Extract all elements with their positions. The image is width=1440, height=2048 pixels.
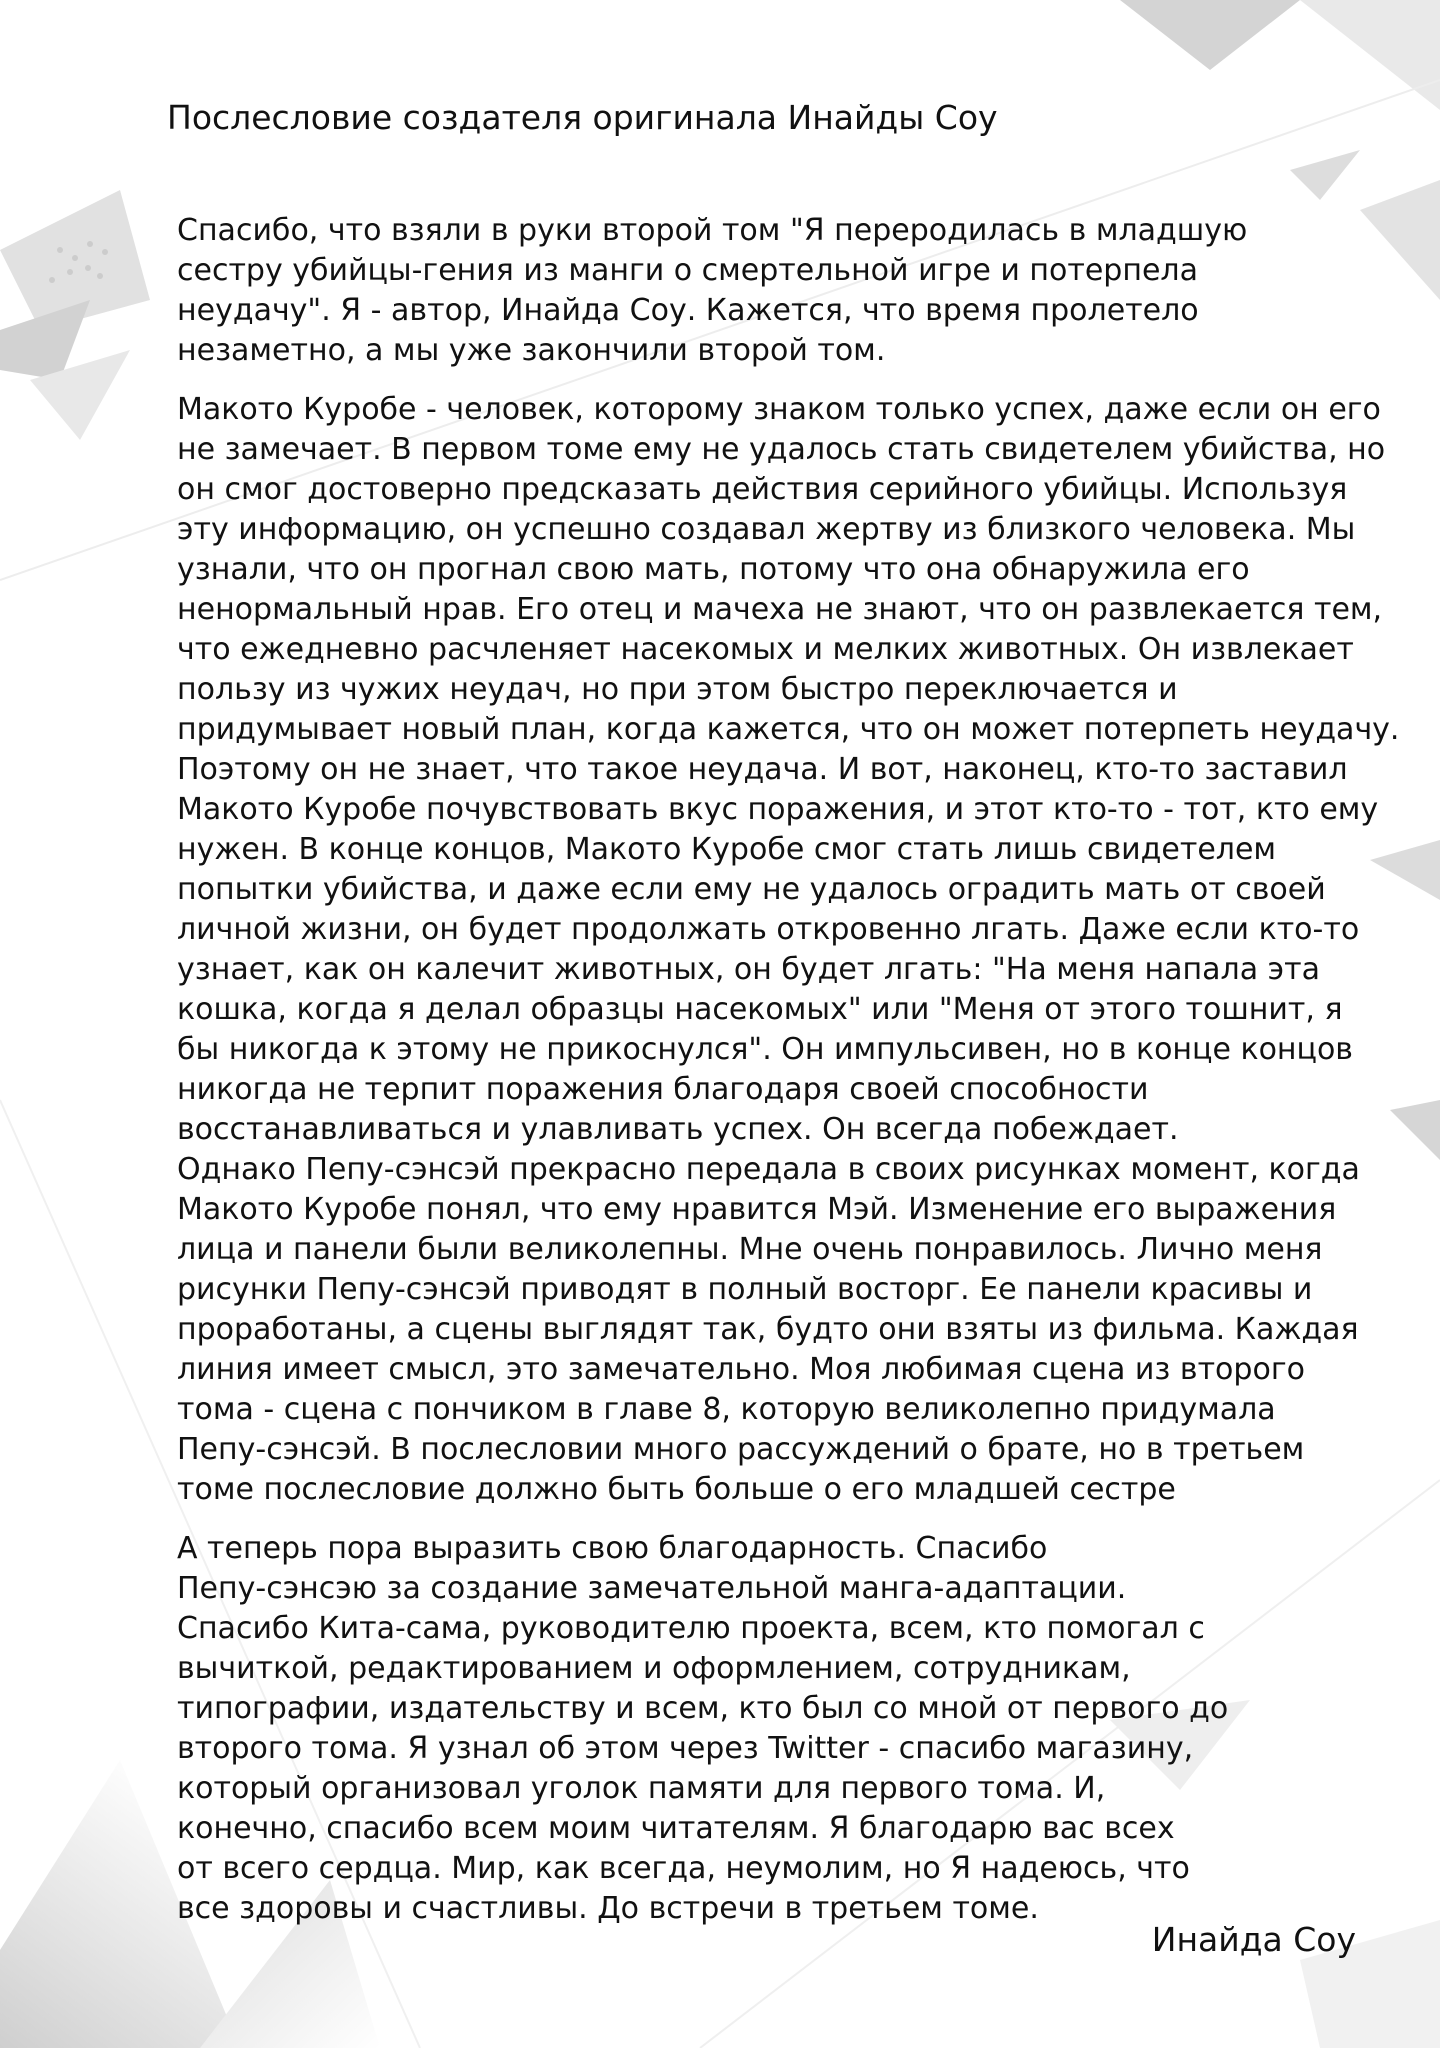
afterword-body — [177, 211, 1400, 1929]
text-line: не замечает. В первом томе ему не удалось стать свидетелем убийства, но — [177, 432, 1386, 467]
text-line: кошка, когда я делал образцы насекомых" или "Меня от этого тошнит, я — [177, 992, 1343, 1027]
text-line: восстанавливаться и улавливать успех. Он всегда побеждает. — [177, 1112, 1179, 1147]
text-line: сестру убийцы-гения из манги о смертельной игре и потерпела — [177, 253, 1198, 288]
text-line: от всего сердца. Мир, как всегда, неумолим, но Я надеюсь, что — [177, 1851, 1190, 1886]
text-line: Макото Куробе понял, что ему нравится Мэй. Изменение его выражения — [177, 1192, 1337, 1227]
text-line: Пепу-сэнсэю за создание замечательной манга-адаптации. — [177, 1571, 1127, 1606]
text-line: Макото Куробе - человек, которому знаком только успех, даже если он его — [177, 392, 1381, 427]
text-line: лица и панели были великолепны. Мне очень понравилось. Лично меня — [177, 1232, 1323, 1267]
text-line: все здоровы и счастливы. До встречи в третьем томе. — [177, 1891, 1039, 1926]
text-line: А теперь пора выразить свою благодарность. Спасибо — [177, 1531, 1048, 1566]
text-line: томе послесловие должно быть больше о его младшей сестре — [177, 1472, 1176, 1507]
text-line: ненормальный нрав. Его отец и мачеха не знают, что он развлекается тем, — [177, 592, 1383, 627]
text-line: Поэтому он не знает, что такое неудача. И вот, наконец, кто-то заставил — [177, 752, 1348, 787]
text-line: проработаны, а сцены выглядят так, будто они взяты из фильма. Каждая — [177, 1312, 1359, 1347]
text-line: что ежедневно расчленяет насекомых и мелких животных. Он извлекает — [177, 632, 1354, 667]
text-line: придумывает новый план, когда кажется, что он может потерпеть неудачу. — [177, 712, 1400, 747]
text-line: личной жизни, он будет продолжать откровенно лгать. Даже если кто-то — [177, 912, 1360, 947]
text-line: Макото Куробе почувствовать вкус поражения, и этот кто-то - тот, кто ему — [177, 792, 1379, 827]
text-line: рисунки Пепу-сэнсэй приводят в полный восторг. Ее панели красивы и — [177, 1272, 1313, 1307]
text-line: он смог достоверно предсказать действия серийного убийцы. Используя — [177, 472, 1348, 507]
text-line: Спасибо, что взяли в руки второй том "Я переродилась в младшую — [177, 213, 1248, 248]
text-line: никогда не терпит поражения благодаря своей способности — [177, 1072, 1149, 1107]
paragraph-intro — [177, 211, 1377, 371]
text-line: нужен. В конце концов, Макото Куробе смог стать лишь свидетелем — [177, 832, 1277, 867]
text-line: узнали, что он прогнал свою мать, потому что она обнаружила его — [177, 552, 1250, 587]
text-line: вычиткой, редактированием и оформлением, сотрудникам, — [177, 1651, 1131, 1686]
text-line: эту информацию, он успешно создавал жертву из близкого человека. Мы — [177, 512, 1356, 547]
paragraph-makoto — [177, 390, 1400, 1150]
paragraph-artist — [177, 1150, 1377, 1510]
text-line: типографии, издательству и всем, кто был со мной от первого до — [177, 1691, 1229, 1726]
text-line: Однако Пепу-сэнсэй прекрасно передала в своих рисунках момент, когда — [177, 1152, 1360, 1187]
text-line: второго тома. Я узнал об этом через Twitter - спасибо магазину, — [177, 1731, 1194, 1766]
text-line: пользу из чужих неудач, но при этом быстро переключается и — [177, 672, 1178, 707]
text-line: тома - сцена с пончиком в главе 8, которую великолепно придумала — [177, 1392, 1276, 1427]
text-line: Спасибо Кита-сама, руководителю проекта, всем, кто помогал с — [177, 1611, 1205, 1646]
paragraph-thanks — [177, 1529, 1377, 1929]
text-line: конечно, спасибо всем моим читателям. Я благодарю вас всех — [177, 1811, 1175, 1846]
text-line: бы никогда к этому не прикоснулся". Он импульсивен, но в конце концов — [177, 1032, 1353, 1067]
text-line: который организовал уголок памяти для первого тома. И, — [177, 1771, 1106, 1806]
author-signature: Инайда Соу — [1151, 1920, 1356, 1959]
page-title: Послесловие создателя оригинала Инайды Соу — [167, 98, 998, 137]
text-line: Пепу-сэнсэй. В послесловии много рассуждений о брате, но в третьем — [177, 1432, 1305, 1467]
text-line: неудачу". Я - автор, Инайда Соу. Кажется, что время пролетело — [177, 293, 1199, 328]
text-line: попытки убийства, и даже если ему не удалось оградить мать от своей — [177, 872, 1326, 907]
text-line: узнает, как он калечит животных, он будет лгать: "На меня напала эта — [177, 952, 1320, 987]
text-line: линия имеет смысл, это замечательно. Моя любимая сцена из второго — [177, 1352, 1305, 1387]
text-line: незаметно, а мы уже закончили второй том. — [177, 333, 886, 368]
